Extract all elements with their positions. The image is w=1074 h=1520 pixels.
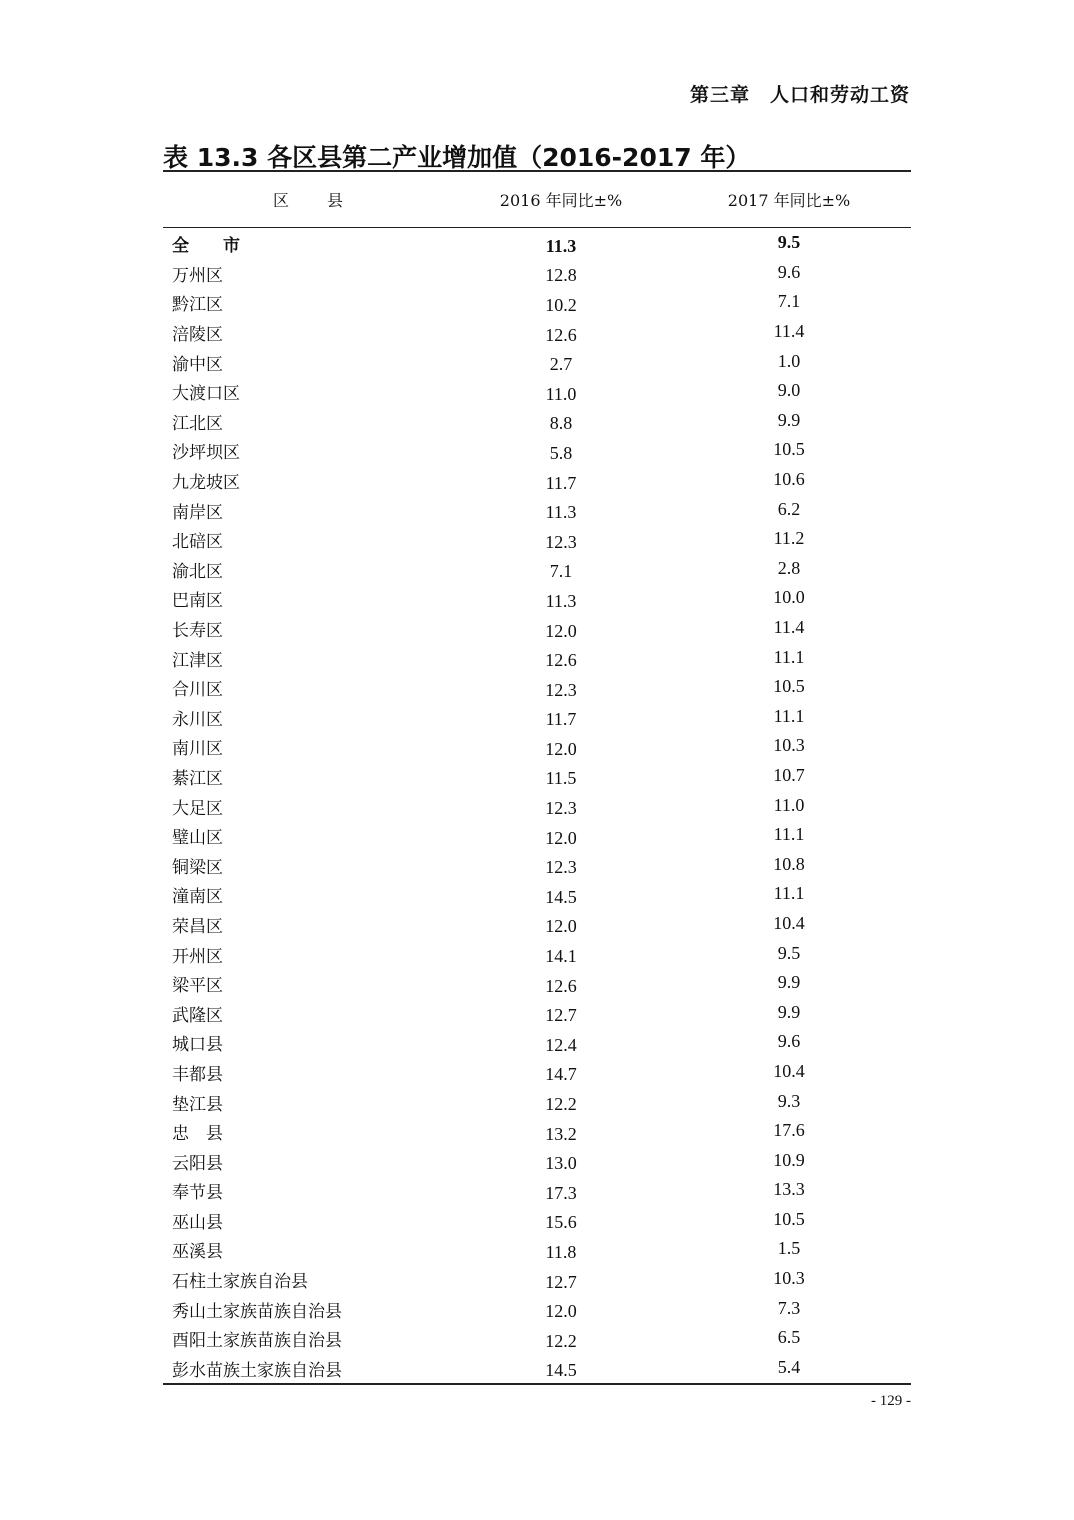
value-2017: 10.9: [773, 1149, 805, 1170]
table-body: [163, 228, 911, 1383]
value-2016: 12.6: [545, 650, 577, 671]
district-name: 开州区: [172, 946, 223, 967]
value-2017: 11.0: [773, 794, 805, 815]
district-name: 合川区: [172, 680, 223, 701]
value-2017: 10.8: [773, 853, 805, 874]
table-row: [163, 614, 911, 644]
table-row: [163, 1235, 911, 1265]
value-2016: 12.0: [545, 827, 577, 848]
table-row: [163, 643, 911, 673]
value-2016: 12.0: [545, 620, 577, 641]
table-row: [163, 1028, 911, 1058]
value-2017: 10.4: [773, 912, 805, 933]
table-row: [163, 1176, 911, 1206]
value-2017: 11.4: [773, 321, 805, 342]
district-name: 长寿区: [172, 621, 223, 642]
value-2016: 15.6: [545, 1212, 577, 1233]
value-2016: 12.8: [545, 265, 577, 286]
district-name: 黔江区: [172, 295, 223, 316]
district-name: 武隆区: [172, 1005, 223, 1026]
district-name: 酉阳土家族苗族自治县: [172, 1331, 342, 1352]
value-2016: 7.1: [549, 561, 573, 582]
column-header-2016: 2016 年同比±%: [499, 191, 623, 210]
value-2016: 14.5: [545, 1360, 577, 1381]
district-name: 铜梁区: [172, 857, 223, 878]
value-2016: 11.7: [545, 472, 577, 493]
district-name: 沙坪坝区: [172, 443, 240, 464]
table-row: [163, 939, 911, 969]
value-2017: 11.1: [773, 705, 805, 726]
value-2016: 12.2: [545, 1094, 577, 1115]
value-2017: 9.9: [777, 1001, 801, 1022]
value-2016: 2.7: [549, 354, 573, 375]
value-2017: 7.1: [777, 291, 801, 312]
table-row: [163, 998, 911, 1028]
table-row: [163, 259, 911, 289]
value-2017: 1.5: [777, 1238, 801, 1259]
table-row: [163, 495, 911, 525]
value-2016: 13.2: [545, 1123, 577, 1144]
chapter-header: 第三章 人口和劳动工资: [689, 84, 910, 106]
value-2017: 6.2: [777, 498, 801, 519]
district-name: 璧山区: [172, 828, 223, 849]
value-2016: 14.1: [545, 946, 577, 967]
district-name: 丰都县: [172, 1064, 223, 1085]
value-2016: 14.7: [545, 1064, 577, 1085]
value-2016: 11.3: [545, 590, 577, 611]
district-name: 石柱土家族自治县: [172, 1272, 308, 1293]
value-2017: 9.9: [777, 409, 801, 430]
value-2017: 2.8: [777, 557, 801, 578]
value-2016: 11.3: [545, 235, 577, 256]
table-row: [163, 880, 911, 910]
value-2016: 12.3: [545, 798, 577, 819]
district-name: 南岸区: [172, 502, 223, 523]
table-row: [163, 791, 911, 821]
value-2016: 17.3: [545, 1182, 577, 1203]
table-row: [163, 1324, 911, 1354]
value-2017: 10.3: [773, 1268, 805, 1289]
table-row: [163, 318, 911, 348]
district-name: 全 市: [172, 236, 240, 257]
district-name: 北碚区: [172, 532, 223, 553]
page-number: - 129 -: [871, 1393, 911, 1409]
value-2017: 17.6: [773, 1120, 805, 1141]
table-row: [163, 1294, 911, 1324]
value-2016: 12.3: [545, 857, 577, 878]
district-name: 渝北区: [172, 561, 223, 582]
district-name: 城口县: [172, 1035, 223, 1056]
table-row: [163, 1146, 911, 1176]
table-header-row: [163, 172, 911, 228]
value-2017: 10.5: [773, 676, 805, 697]
district-name: 奉节县: [172, 1183, 223, 1204]
value-2016: 12.3: [545, 531, 577, 552]
value-2017: 10.3: [773, 735, 805, 756]
value-2016: 12.7: [545, 1271, 577, 1292]
value-2016: 11.7: [545, 709, 577, 730]
table-row: [163, 584, 911, 614]
value-2016: 8.8: [549, 413, 573, 434]
value-2017: 10.6: [773, 469, 805, 490]
district-name: 大足区: [172, 798, 223, 819]
value-2017: 11.1: [773, 646, 805, 667]
district-name: 永川区: [172, 709, 223, 730]
table-title: 表 13.3 各区县第二产业增加值（2016-2017 年）: [163, 143, 751, 172]
value-2016: 12.0: [545, 738, 577, 759]
district-name: 垫江县: [172, 1094, 223, 1115]
value-2016: 11.3: [545, 502, 577, 523]
value-2016: 12.0: [545, 916, 577, 937]
table-row: [163, 288, 911, 318]
district-name: 南川区: [172, 739, 223, 760]
district-name: 巫溪县: [172, 1242, 223, 1263]
value-2016: 12.4: [545, 1034, 577, 1055]
district-name: 荣昌区: [172, 916, 223, 937]
table-row: [163, 407, 911, 437]
table-row: [163, 1058, 911, 1088]
data-table: [163, 170, 911, 1385]
table-row: [163, 1117, 911, 1147]
table-row: [163, 347, 911, 377]
value-2016: 13.0: [545, 1153, 577, 1174]
value-2017: 9.0: [777, 380, 801, 401]
value-2016: 12.6: [545, 324, 577, 345]
district-name: 巴南区: [172, 591, 223, 612]
district-name: 九龙坡区: [172, 473, 240, 494]
value-2017: 9.9: [777, 972, 801, 993]
table-row: [163, 969, 911, 999]
value-2017: 10.7: [773, 764, 805, 785]
table-row: [163, 1354, 911, 1384]
table-row: [163, 525, 911, 555]
district-name: 江北区: [172, 413, 223, 434]
table-row-total: [163, 229, 911, 259]
value-2016: 12.2: [545, 1330, 577, 1351]
value-2017: 13.3: [773, 1179, 805, 1200]
column-header-2017: 2017 年同比±%: [727, 191, 851, 210]
value-2016: 10.2: [545, 294, 577, 315]
district-name: 江津区: [172, 650, 223, 671]
value-2017: 9.5: [777, 942, 801, 963]
district-name: 巫山县: [172, 1212, 223, 1233]
table-row: [163, 910, 911, 940]
value-2017: 11.1: [773, 883, 805, 904]
value-2017: 10.4: [773, 1060, 805, 1081]
table-row: [163, 436, 911, 466]
district-name: 梁平区: [172, 976, 223, 997]
value-2017: 11.2: [773, 528, 805, 549]
value-2017: 9.6: [777, 1031, 801, 1052]
value-2017: 11.1: [773, 824, 805, 845]
table-row: [163, 732, 911, 762]
value-2017: 9.3: [777, 1090, 801, 1111]
district-name: 秀山土家族苗族自治县: [172, 1301, 342, 1322]
value-2016: 12.0: [545, 1301, 577, 1322]
value-2016: 14.5: [545, 886, 577, 907]
value-2017: 6.5: [777, 1327, 801, 1348]
district-name: 大渡口区: [172, 384, 240, 405]
district-name: 綦江区: [172, 768, 223, 789]
district-name: 忠 县: [172, 1124, 223, 1145]
table-row: [163, 377, 911, 407]
district-name: 彭水苗族土家族自治县: [172, 1360, 342, 1381]
table-row: [163, 1265, 911, 1295]
table-row: [163, 1087, 911, 1117]
column-header-district: 区 县: [272, 191, 345, 210]
district-name: 万州区: [172, 265, 223, 286]
value-2017: 10.5: [773, 439, 805, 460]
value-2016: 11.5: [545, 768, 577, 789]
district-name: 潼南区: [172, 887, 223, 908]
table-row: [163, 466, 911, 496]
table-row: [163, 673, 911, 703]
table-row: [163, 850, 911, 880]
value-2017: 1.0: [777, 350, 801, 371]
table-row: [163, 703, 911, 733]
value-2017: 11.4: [773, 617, 805, 638]
table-row: [163, 1206, 911, 1236]
district-name: 云阳县: [172, 1153, 223, 1174]
district-name: 渝中区: [172, 354, 223, 375]
district-name: 涪陵区: [172, 325, 223, 346]
value-2017: 10.0: [773, 587, 805, 608]
value-2016: 5.8: [549, 442, 573, 463]
value-2017: 7.3: [777, 1297, 801, 1318]
value-2017: 9.5: [777, 232, 801, 253]
value-2016: 12.3: [545, 679, 577, 700]
value-2016: 12.6: [545, 975, 577, 996]
table-row: [163, 555, 911, 585]
table-row: [163, 821, 911, 851]
value-2016: 11.8: [545, 1241, 577, 1262]
value-2016: 12.7: [545, 1005, 577, 1026]
value-2017: 9.6: [777, 261, 801, 282]
table-row: [163, 762, 911, 792]
value-2016: 11.0: [545, 383, 577, 404]
value-2017: 5.4: [777, 1356, 801, 1377]
value-2017: 10.5: [773, 1208, 805, 1229]
